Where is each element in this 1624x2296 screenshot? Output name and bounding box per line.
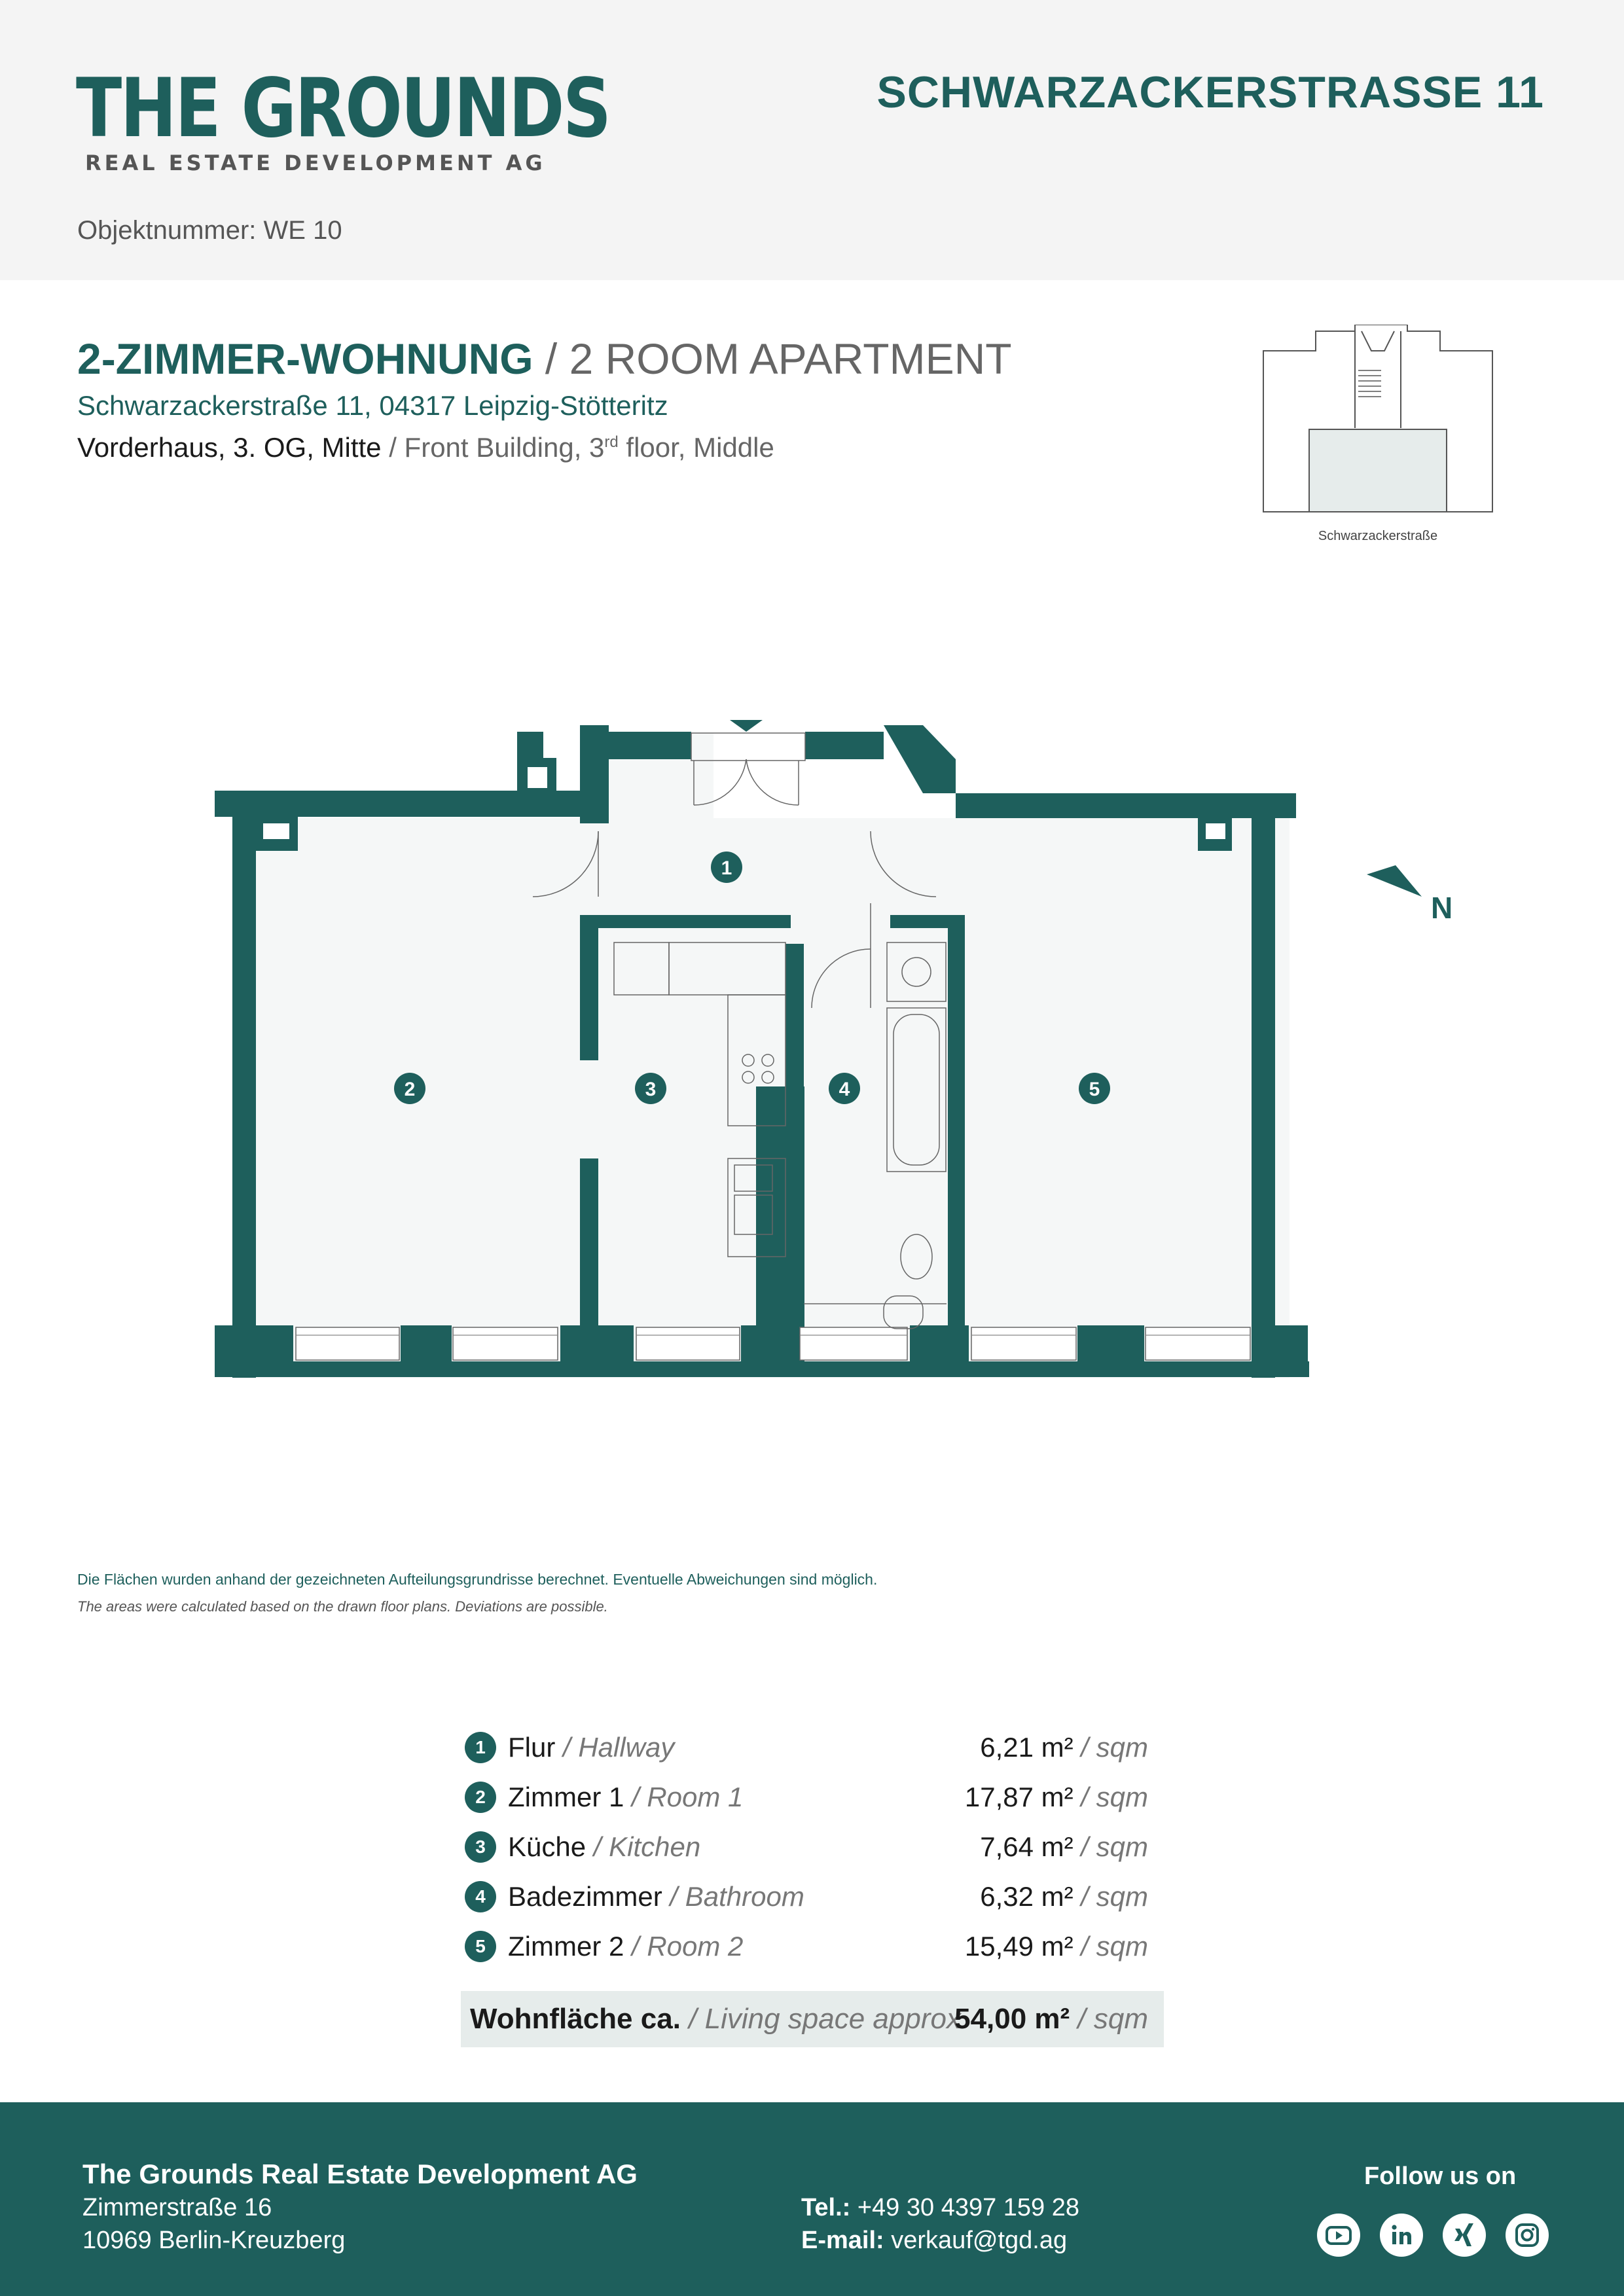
area-row [461,1772,1164,1822]
row-number: 3 [465,1831,496,1863]
room-number-2: 2 [404,1079,416,1100]
room-area: 15,49 m² / sqm [964,1931,1148,1962]
room-area: 17,87 m² / sqm [964,1782,1148,1812]
area-table [461,1723,1164,2047]
instagram-icon[interactable] [1506,2214,1549,2257]
location-en: / Front Building, 3rd floor, Middle [381,432,774,463]
xing-icon[interactable] [1443,2214,1486,2257]
north-arrow-icon [1362,851,1434,929]
apartment-location [77,432,774,463]
room-name: Küche / Kitchen [508,1831,701,1862]
company-street: Zimmerstraße 16 [82,2194,272,2221]
room-name: Zimmer 2 / Room 2 [508,1931,744,1962]
apartment-address: Schwarzackerstraße 11, 04317 Leipzig-Stötteritz [77,390,668,421]
street-title: SCHWARZACKERSTRASSE 11 [876,67,1544,117]
room-number-3: 3 [645,1079,657,1100]
area-row [461,1723,1164,1772]
room-area: 6,32 m² / sqm [980,1881,1148,1912]
youtube-icon[interactable] [1317,2214,1360,2257]
title-de: 2-ZIMMER-WOHNUNG [77,334,533,383]
north-label: N [1431,891,1453,925]
keyplan-street-label: Schwarzackerstraße [1318,529,1438,543]
logo-title: THE GROUNDS [76,62,610,156]
room-name: Flur / Hallway [508,1732,675,1763]
room-number-5: 5 [1089,1079,1100,1100]
header [0,0,1624,280]
room-name: Zimmer 1 / Room 1 [508,1782,744,1812]
area-row [461,1822,1164,1872]
room-name: Badezimmer / Bathroom [508,1881,804,1912]
room-area: 6,21 m² / sqm [980,1732,1148,1763]
row-number: 2 [465,1782,496,1813]
note-de: Die Flächen wurden anhand der gezeichneten Aufteilungsgrundrisse berechnet. Eventuelle Abweichungen sind möglich. [77,1571,878,1588]
footer [0,2102,1624,2296]
area-row [461,1922,1164,1971]
total-value: 54,00 m² / sqm [954,2003,1148,2035]
total-label: Wohnfläche ca. / Living space approx. [470,2003,969,2035]
row-number: 5 [465,1931,496,1962]
apartment-title [77,334,1012,384]
room-number-1: 1 [721,857,732,879]
follow-label: Follow us on [1364,2162,1517,2190]
email-link[interactable]: E-mail: verkauf@tgd.ag [801,2227,1068,2254]
phone[interactable]: Tel.: +49 30 4397 159 28 [801,2194,1080,2221]
key-plan [1257,325,1499,547]
area-row [461,1872,1164,1922]
location-de: Vorderhaus, 3. OG, Mitte [77,432,382,463]
company-city: 10969 Berlin-Kreuzberg [82,2227,346,2254]
room-area: 7,64 m² / sqm [980,1831,1148,1862]
company-name: The Grounds Real Estate Development AG [82,2159,638,2189]
linkedin-icon[interactable] [1380,2214,1423,2257]
object-number: Objektnummer: WE 10 [77,216,342,245]
row-number: 4 [465,1881,496,1912]
logo-subtitle: REAL ESTATE DEVELOPMENT AG [85,151,546,175]
row-number: 1 [465,1732,496,1763]
title-en: / 2 ROOM APARTMENT [533,334,1012,383]
floor-plan [196,707,1329,1394]
total-area-row [461,1991,1164,2047]
note-en: The areas were calculated based on the drawn floor plans. Deviations are possible. [77,1598,608,1615]
room-number-4: 4 [839,1079,850,1100]
